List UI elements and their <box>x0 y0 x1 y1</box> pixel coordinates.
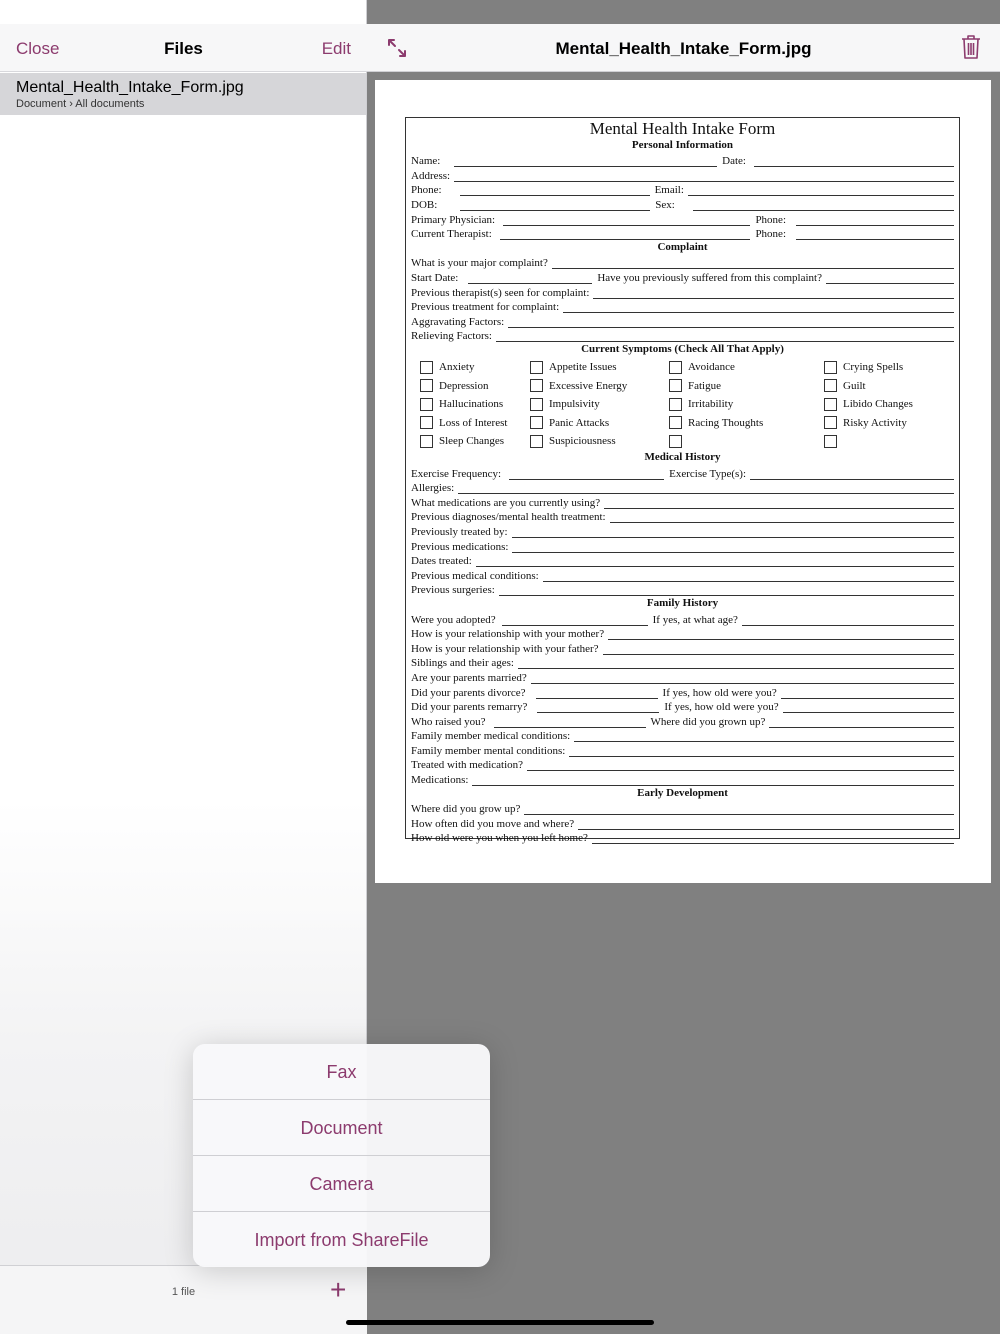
checkbox-icon <box>824 416 837 429</box>
checkbox-icon <box>530 435 543 448</box>
symptom-item: Risky Activity <box>824 413 964 432</box>
form-row <box>406 742 959 757</box>
form-label: Are your parents married? <box>411 671 527 684</box>
file-name: Mental_Health_Intake_Form.jpg <box>16 79 244 96</box>
checkbox-icon <box>530 361 543 374</box>
form-row <box>406 313 959 328</box>
form-label: Email: <box>654 184 684 197</box>
trash-icon[interactable] <box>960 34 982 60</box>
form-section-heading: Early Development <box>637 787 728 800</box>
form-row <box>406 669 959 684</box>
symptom-item: Racing Thoughts <box>669 413 824 432</box>
form-row <box>406 699 959 714</box>
form-label: What is your major complaint? <box>411 257 548 270</box>
checkbox-icon <box>824 435 837 448</box>
form-row <box>406 728 959 743</box>
form-row <box>406 815 959 830</box>
checkbox-icon <box>824 379 837 392</box>
checkbox-icon <box>530 398 543 411</box>
form-label: Previous diagnoses/mental health treatment: <box>411 511 606 524</box>
symptom-item: Libido Changes <box>824 395 964 414</box>
form-label: Previously treated by: <box>411 525 508 538</box>
form-row <box>406 328 959 343</box>
form-row <box>406 713 959 728</box>
form-row <box>406 480 959 495</box>
form-row <box>406 523 959 538</box>
form-row <box>406 655 959 670</box>
form-row <box>406 684 959 699</box>
form-label: Current Therapist: <box>411 228 492 241</box>
file-count: 1 file <box>171 1286 196 1298</box>
form-label: Previous medical conditions: <box>411 569 539 582</box>
checkbox-icon <box>669 416 682 429</box>
form-label: If yes, how old were you? <box>664 701 779 714</box>
checkbox-icon <box>669 379 682 392</box>
symptom-item: Crying Spells <box>824 358 964 377</box>
form-row <box>406 494 959 509</box>
form-label: Who raised you? <box>411 715 486 728</box>
document-page <box>375 80 991 883</box>
symptom-item: Irritability <box>669 395 824 414</box>
symptom-item: Panic Attacks <box>530 413 669 432</box>
document-option[interactable]: Document <box>193 1100 490 1156</box>
form-section-heading: Medical History <box>644 451 721 464</box>
form-label: Relieving Factors: <box>411 330 492 343</box>
viewer-title: Mental_Health_Intake_Form.jpg <box>555 39 812 58</box>
form-row <box>406 830 959 845</box>
form-row <box>406 153 959 168</box>
form-label: If yes, at what age? <box>652 613 738 626</box>
symptom-item <box>824 432 964 451</box>
checkbox-icon <box>669 361 682 374</box>
form-row <box>406 211 959 226</box>
form-row <box>406 299 959 314</box>
file-path: Document › All documents <box>16 98 145 110</box>
form-label: Address: <box>411 169 451 182</box>
close-button[interactable]: Close <box>16 39 60 58</box>
form-label: What medications are you currently using? <box>411 496 601 509</box>
symptom-item: Guilt <box>824 376 964 395</box>
form-label: Exercise Frequency: <box>411 467 502 480</box>
form-row <box>406 284 959 299</box>
symptom-item: Anxiety <box>420 358 530 377</box>
symptom-item: Impulsivity <box>530 395 669 414</box>
symptom-item <box>669 432 824 451</box>
form-label: Name: <box>411 155 441 168</box>
symptom-item: Sleep Changes <box>420 432 530 451</box>
form-row <box>406 255 959 270</box>
checkbox-icon <box>420 398 433 411</box>
symptom-item: Suspiciousness <box>530 432 669 451</box>
form-label: Family member mental conditions: <box>411 744 566 757</box>
file-list-item[interactable] <box>0 73 366 115</box>
form-row <box>406 553 959 568</box>
form-section-heading: Current Symptoms (Check All That Apply) <box>581 343 784 356</box>
form-label: Medications: <box>411 774 469 787</box>
sidebar-toolbar <box>0 1265 367 1334</box>
add-action-sheet <box>193 1044 490 1267</box>
form-row <box>406 167 959 182</box>
edit-button[interactable]: Edit <box>321 39 351 58</box>
form-row <box>406 226 959 241</box>
home-indicator[interactable] <box>346 1320 654 1325</box>
checkbox-icon <box>420 435 433 448</box>
form-row <box>406 611 959 626</box>
form-label: If yes, how old were you? <box>662 686 777 699</box>
checkbox-icon <box>530 379 543 392</box>
form-row <box>406 567 959 582</box>
form-label: Family member medical conditions: <box>411 730 571 743</box>
checkbox-icon <box>669 398 682 411</box>
form-label: Phone: <box>411 184 442 197</box>
form-label: Previous therapist(s) seen for complaint: <box>411 286 590 299</box>
checkbox-icon <box>420 379 433 392</box>
form-label: How often did you move and where? <box>411 817 575 830</box>
form-label: Previous treatment for complaint: <box>411 301 560 314</box>
form-row <box>406 538 959 553</box>
symptom-item: Avoidance <box>669 358 824 377</box>
form-row <box>406 509 959 524</box>
checkbox-icon <box>824 361 837 374</box>
form-label: Previous medications: <box>411 540 509 553</box>
intake-form-image <box>405 117 960 845</box>
import-sharefile-option[interactable]: Import from ShareFile <box>254 1230 429 1250</box>
form-row <box>406 626 959 641</box>
form-row <box>406 757 959 772</box>
form-label: Dates treated: <box>411 555 472 568</box>
symptom-item: Appetite Issues <box>530 358 669 377</box>
symptom-item: Excessive Energy <box>530 376 669 395</box>
add-icon[interactable]: + <box>330 1274 347 1305</box>
form-label: DOB: <box>411 198 438 211</box>
form-row <box>406 582 959 597</box>
form-row <box>406 465 959 480</box>
form-label: Sex: <box>655 198 675 211</box>
symptom-item: Loss of Interest <box>420 413 530 432</box>
form-label: Were you adopted? <box>411 613 496 626</box>
form-label: Phone: <box>755 228 786 241</box>
form-label: How is your relationship with your mother? <box>411 628 605 641</box>
camera-option[interactable]: Camera <box>193 1156 490 1212</box>
form-label: Primary Physician: <box>411 213 496 226</box>
form-section-heading: Complaint <box>657 241 708 254</box>
form-section-heading: Personal Information <box>631 139 734 151</box>
viewer-navbar <box>367 24 1000 72</box>
form-label: Where did you grow up? <box>411 803 521 816</box>
form-label: How is your relationship with your father? <box>411 642 599 655</box>
form-label: Phone: <box>755 213 786 226</box>
form-label: Did your parents remarry? <box>411 701 528 714</box>
form-row <box>406 196 959 211</box>
sidebar-title: Files <box>164 39 203 58</box>
form-label: How old were you when you left home? <box>411 832 588 845</box>
checkbox-icon <box>420 361 433 374</box>
checkbox-icon <box>669 435 682 448</box>
form-label: Treated with medication? <box>411 759 524 772</box>
form-row <box>406 771 959 786</box>
symptom-grid <box>406 358 959 451</box>
symptom-item: Hallucinations <box>420 395 530 414</box>
form-label: Where did you grown up? <box>650 715 766 728</box>
checkbox-icon <box>530 416 543 429</box>
form-label: Siblings and their ages: <box>411 657 514 670</box>
form-label: Exercise Type(s): <box>669 467 747 480</box>
form-row <box>406 640 959 655</box>
form-row <box>406 801 959 816</box>
symptom-item: Depression <box>420 376 530 395</box>
form-section-heading: Family History <box>646 597 719 610</box>
form-label: Previous surgeries: <box>411 584 495 597</box>
fax-option[interactable]: Fax <box>193 1044 490 1100</box>
checkbox-icon <box>824 398 837 411</box>
form-label: Did your parents divorce? <box>411 686 526 699</box>
sidebar-navbar <box>0 24 367 72</box>
form-row <box>406 269 959 284</box>
symptom-item: Fatigue <box>669 376 824 395</box>
form-row <box>406 182 959 197</box>
form-label: Date: <box>722 155 746 168</box>
form-label: Have you previously suffered from this complaint? <box>597 271 822 284</box>
form-label: Start Date: <box>411 271 459 284</box>
checkbox-icon <box>420 416 433 429</box>
form-label: Aggravating Factors: <box>411 315 505 328</box>
form-title: Mental Health Intake Form <box>589 119 776 138</box>
form-label: Allergies: <box>411 482 455 495</box>
